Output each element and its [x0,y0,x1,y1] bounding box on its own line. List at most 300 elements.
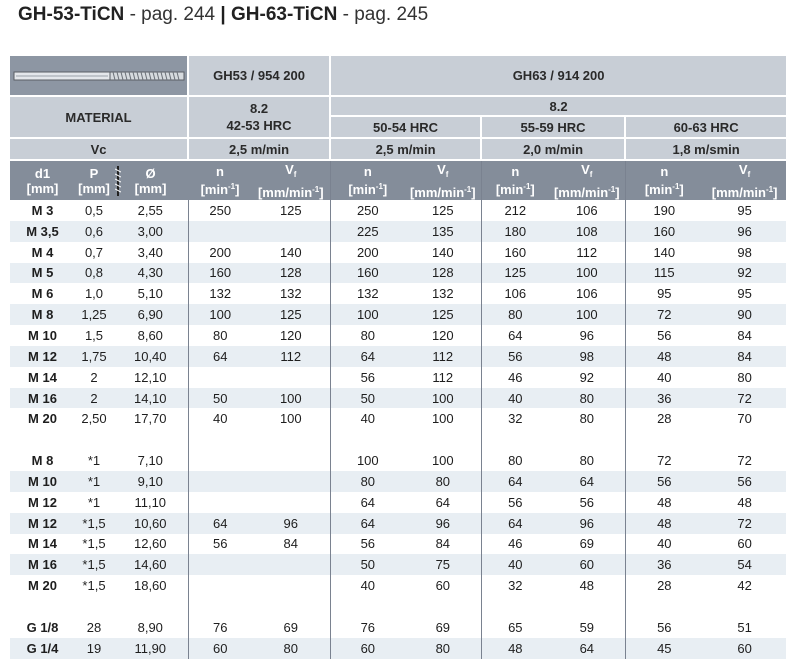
table-cell: 100 [330,450,405,471]
table-cell: 5,10 [137,286,163,302]
table-cell: 18,60 [133,578,167,594]
table-cell: 60 [703,638,786,659]
vc-label: Vc [10,138,188,160]
table-cell: 9,10 [113,471,188,492]
gh53-page-ref: - pag. 244 [129,4,216,25]
table-cell: 65 [481,617,549,638]
tap-tool-icon [13,68,185,84]
table-cell: 90 [703,304,786,325]
table-cell: 100 [405,388,481,409]
spacer-cell [188,429,252,450]
table-cell: 64 [481,471,549,492]
table-cell: 0,8 [75,263,113,284]
table-cell: 45 [625,638,703,659]
table-cell: 125 [405,304,481,325]
table-cell: 14,60 [113,554,188,575]
gh63-material: 8.2 [330,96,786,116]
thread-size-cell: M 5 [10,263,75,284]
tap-image-cell [10,56,188,96]
table-cell [188,221,252,242]
col-p-label: P [89,165,99,181]
col-n-label: n [660,164,669,179]
table-cell: 140 [625,242,703,263]
table-cell: 112 [432,369,454,385]
table-cell: 28 [625,408,703,429]
table-cell [252,367,330,388]
thread-size-cell: M 14 [28,536,57,552]
table-cell: 40 [625,367,703,388]
table-cell: 56 [625,471,703,492]
col-n-55-59 [481,160,549,200]
table-cell: 64 [549,471,625,492]
table-cell: 17,70 [133,411,167,427]
table-row [10,283,786,304]
table-cell: 14,10 [113,388,188,409]
material-label: MATERIAL [10,96,188,138]
thread-size-cell: M 4 [31,244,54,260]
col-p [75,160,113,200]
table-cell: 80 [549,388,625,409]
table-cell: 72 [737,453,752,469]
table-cell: 96 [579,327,595,343]
col-n-unit: $[\min^{-1}]$ [200,182,240,197]
thread-size-cell: M 12 [10,513,75,534]
table-cell: 36 [625,554,703,575]
table-row [10,388,786,409]
table-cell: 36 [625,388,703,409]
table-cell: 40 [330,575,405,596]
thread-size-cell: M 10 [10,471,75,492]
table-cell: 1,25 [75,304,113,325]
table-cell: *1,5 [75,554,113,575]
spacer-cell [703,596,786,617]
table-row [10,492,786,513]
table-cell: 80 [737,369,752,385]
table-cell: 2 [75,388,113,409]
table-cell: 60 [737,536,752,552]
gh63-header: GH63 / 914 200 [330,56,786,96]
table-cell: 108 [549,221,625,242]
table-row [10,617,786,638]
table-cell: 95 [737,286,752,302]
table-cell: 250 [330,200,405,221]
gh63-code: GH-63-TiCN [231,4,338,25]
table-cell: 92 [703,263,786,284]
table-cell: 50 [330,388,405,409]
table-cell: 51 [737,619,752,635]
table-cell: 132 [188,283,252,304]
col-n-label: n [363,164,372,179]
table-cell: 60 [330,638,405,659]
table-cell: 56 [625,617,703,638]
table-cell: 84 [737,327,752,343]
col-vf-unit: $[mm/\min^{-1}]$ [409,184,476,200]
table-cell: 120 [279,327,302,343]
col-vf-label: $V_f$ [581,161,593,179]
table-cell: 10,40 [113,346,188,367]
table-cell: 54 [703,554,786,575]
thread-size-cell: M 3 [31,202,54,218]
table-row [10,200,786,221]
table-cell: 135 [405,221,481,242]
spacer-cell [10,429,75,450]
table-cell [188,367,252,388]
table-cell: 95 [737,202,752,218]
spacer-cell [405,429,481,450]
table-cell: 100 [431,453,454,469]
table-row [10,408,786,429]
table-cell: 59 [579,619,595,635]
table-cell: 125 [481,263,549,284]
table-row [10,367,786,388]
table-cell: 69 [579,536,595,552]
spacer-cell [113,596,188,617]
thread-size-cell: M 16 [10,554,75,575]
table-cell: 12,10 [133,369,167,385]
col-vf-60-63 [703,160,786,200]
col-n-unit: $[\min^{-1}]$ [495,182,535,197]
table-cell: 106 [575,286,598,302]
gh53-material [188,96,330,138]
col-p-unit: [mm] [78,180,110,196]
col-n-50-54 [330,160,405,200]
table-cell: 72 [625,304,703,325]
thread-icon [115,166,121,196]
col-vf-unit: $[mm/\min^{-1}]$ [257,184,324,200]
spacer-cell [75,429,113,450]
title-separator: | [220,4,226,25]
spacer-cell [703,429,786,450]
table-cell: 80 [405,471,481,492]
table-cell: *1 [75,471,113,492]
table-cell: 48 [625,346,703,367]
table-cell: 95 [625,283,703,304]
table-cell [188,471,252,492]
col-vf-50-54 [405,160,481,200]
table-cell: 80 [481,304,549,325]
table-cell: 84 [283,536,299,552]
spacer-row [10,596,786,617]
table-cell: 46 [481,534,549,555]
table-cell: 10,60 [113,513,188,534]
col-d1 [10,160,75,200]
table-cell: 125 [431,202,454,218]
table-cell: 12,60 [133,536,167,552]
table-cell: 69 [435,619,451,635]
table-cell: 64 [435,494,451,510]
spacer-cell [481,429,549,450]
spacer-cell [625,596,703,617]
table-cell: 11,90 [113,638,188,659]
spacer-cell [75,596,113,617]
col-n-unit: $[\min^{-1}]$ [644,182,684,197]
col-vf-55-59 [549,160,625,200]
table-cell: 112 [576,244,598,260]
table-cell: 250 [188,200,252,221]
spacer-cell [625,429,703,450]
table-cell: 100 [330,304,405,325]
table-row [10,575,786,596]
table-cell: 56 [625,325,703,346]
spacer-row [10,429,786,450]
table-row [10,471,786,492]
table-row [10,346,786,367]
vc-gh53: 2,5 m/min [188,138,330,160]
table-cell: 0,7 [84,244,104,260]
table-cell: 128 [252,263,330,284]
table-cell: 212 [481,200,549,221]
gh53-code: GH-53-TiCN [18,4,125,25]
col-vf-unit: $[mm/\min^{-1}]$ [711,184,778,200]
table-row [10,638,786,659]
table-cell: 100 [549,304,625,325]
table-cell: 72 [703,513,786,534]
table-cell: 160 [625,221,703,242]
thread-size-cell: M 14 [28,369,57,385]
table-cell [188,492,252,513]
thread-size-cell: M 12 [28,494,57,510]
table-cell: 40 [625,534,703,555]
table-row [10,221,786,242]
table-cell: 80 [188,325,252,346]
col-n-gh53 [188,160,252,200]
thread-size-cell: M 12 [10,346,75,367]
table-cell: 64 [481,513,549,534]
spacer-cell [252,596,330,617]
spacer-cell [405,596,481,617]
table-cell: 84 [703,346,786,367]
col-n-unit: $[\min^{-1}]$ [348,182,388,197]
spacer-cell [252,429,330,450]
table-cell: *1 [87,494,101,510]
table-cell: 0,6 [75,221,113,242]
gh63-page-ref: - pag. 245 [342,4,429,25]
gh53-material-code: 8.2 [250,101,269,116]
table-cell: 140 [279,244,302,260]
table-cell: 32 [481,575,549,596]
table-cell: 76 [188,617,252,638]
table-cell: 64 [188,513,252,534]
table-cell: 100 [188,304,252,325]
table-row [10,325,786,346]
thread-size-cell: M 10 [28,327,57,343]
table-cell: 160 [481,242,549,263]
table-row [10,304,786,325]
spacer-cell [188,596,252,617]
table-cell: 1,0 [84,286,104,302]
table-cell: 160 [330,263,405,284]
vc-60-63: 1,8 m/smin [625,138,786,160]
table-cell: 70 [737,411,752,427]
table-cell: 6,90 [113,304,188,325]
table-cell [252,471,330,492]
column-header-row [10,160,786,200]
table-cell: 56 [330,367,405,388]
table-body [10,200,786,659]
table-cell: 60 [549,554,625,575]
table-cell: 140 [431,244,454,260]
table-cell: 56 [703,471,786,492]
table-cell: 60 [435,578,451,594]
table-cell: 48 [737,494,752,510]
table-cell: 132 [431,286,454,302]
table-cell: 64 [330,513,405,534]
table-cell: 112 [405,346,481,367]
table-cell: 40 [481,554,549,575]
table-cell: 100 [431,411,454,427]
table-cell: 200 [188,242,252,263]
table-cell: 46 [481,367,549,388]
table-cell: 28 [625,575,703,596]
table-cell: 56 [188,534,252,555]
hrc-50-54: 50-54 HRC [330,116,481,138]
table-cell: 106 [481,283,549,304]
table-cell: 64 [330,492,405,513]
table-cell: 200 [330,242,405,263]
spacer-cell [10,596,75,617]
table-cell: 125 [279,202,302,218]
table-cell: 100 [279,411,302,427]
table-cell: 19 [75,638,113,659]
table-cell: 48 [579,578,595,594]
table-cell: 56 [481,346,549,367]
thread-size-cell: M 16 [10,388,75,409]
col-vf-label: $V_f$ [437,161,449,179]
table-cell: 64 [330,346,405,367]
table-cell: 96 [405,513,481,534]
col-dia-label: Ø [145,165,156,181]
table-cell: 3,40 [137,244,163,260]
table-cell [252,575,330,596]
table-cell: 1,75 [75,346,113,367]
table-row [10,450,786,471]
table-cell [252,554,330,575]
table-cell: 4,30 [113,263,188,284]
col-vf-gh53 [252,160,330,200]
table-cell: 2,55 [137,202,163,218]
table-cell: 80 [579,453,595,469]
table-cell: 1,5 [84,327,104,343]
col-d1-unit: [mm] [26,180,59,196]
table-cell: 98 [549,346,625,367]
table-cell: 42 [737,578,752,594]
table-cell: 125 [252,304,330,325]
table-row [10,242,786,263]
gh53-hardness: 42-53 HRC [226,118,292,133]
thread-size-cell: M 20 [28,411,57,427]
table-cell: 100 [252,388,330,409]
table-cell: *1,5 [75,513,113,534]
table-cell: 40 [330,408,405,429]
table-cell: 225 [330,221,405,242]
table-cell [252,450,330,471]
table-cell: 112 [252,346,330,367]
table-cell: 0,5 [84,202,104,218]
table-row [10,534,786,555]
table-cell: 72 [703,388,786,409]
col-n-label: n [511,164,520,179]
table-cell: 190 [625,200,703,221]
table-cell: 56 [481,492,549,513]
table-cell: 80 [579,411,595,427]
table-row [10,513,786,534]
table-cell: 132 [279,286,302,302]
table-cell: 40 [481,388,549,409]
table-cell: 40 [188,408,252,429]
col-vf-label: $V_f$ [285,161,297,179]
table-row [10,554,786,575]
thread-size-cell: G 1/4 [10,638,75,659]
table-cell: 92 [579,369,595,385]
table-cell: 100 [549,263,625,284]
table-cell: 48 [481,638,549,659]
table-cell [188,575,252,596]
page-title [18,4,428,26]
col-dia [113,160,188,200]
table-row [10,263,786,284]
table-cell: 80 [330,471,405,492]
table-cell: 48 [625,492,703,513]
col-vf-label: $V_f$ [738,161,751,179]
col-dia-unit: [mm] [134,180,167,196]
table-cell: 7,10 [137,453,163,469]
table-cell: 64 [188,346,252,367]
table-cell: 80 [252,638,330,659]
table-cell: 56 [579,494,595,510]
table-cell: 96 [549,513,625,534]
table-cell: 8,60 [137,327,163,343]
table-cell: 160 [188,263,252,284]
table-cell: 80 [405,638,481,659]
table-cell: 132 [330,283,405,304]
table-cell: 115 [625,263,703,284]
table-cell: 96 [703,221,786,242]
col-vf-unit: $[mm/\min^{-1}]$ [553,184,620,200]
table-cell: 48 [625,513,703,534]
table-cell: 98 [737,244,752,260]
table-cell: 120 [431,327,454,343]
thread-size-cell: G 1/8 [26,619,59,635]
spacer-cell [330,596,405,617]
table-cell: 84 [435,536,451,552]
table-cell: 50 [188,388,252,409]
table-cell: 2 [90,369,98,385]
table-cell: 96 [252,513,330,534]
thread-size-cell: M 3,5 [10,221,75,242]
table-cell: *1,5 [82,578,106,594]
table-cell: 3,00 [113,221,188,242]
table-cell [188,450,252,471]
table-cell: 64 [481,325,549,346]
table-cell: 180 [481,221,549,242]
table-cell: 56 [330,534,405,555]
table-cell: 2,50 [81,411,107,427]
thread-size-cell: M 8 [10,304,75,325]
col-d1-label: d1 [34,165,51,181]
gh53-header: GH53 / 954 200 [188,56,330,96]
table-cell: 75 [405,554,481,575]
table-cell: 72 [625,450,703,471]
table-cell: 80 [330,325,405,346]
thread-size-cell: M 6 [31,286,54,302]
table-cell: 76 [330,617,405,638]
table-cell: 80 [481,450,549,471]
col-n-label: n [216,164,224,179]
thread-size-cell: M 20 [28,578,57,594]
table-cell [188,554,252,575]
table-cell: 32 [481,408,549,429]
table-cell: 60 [188,638,252,659]
